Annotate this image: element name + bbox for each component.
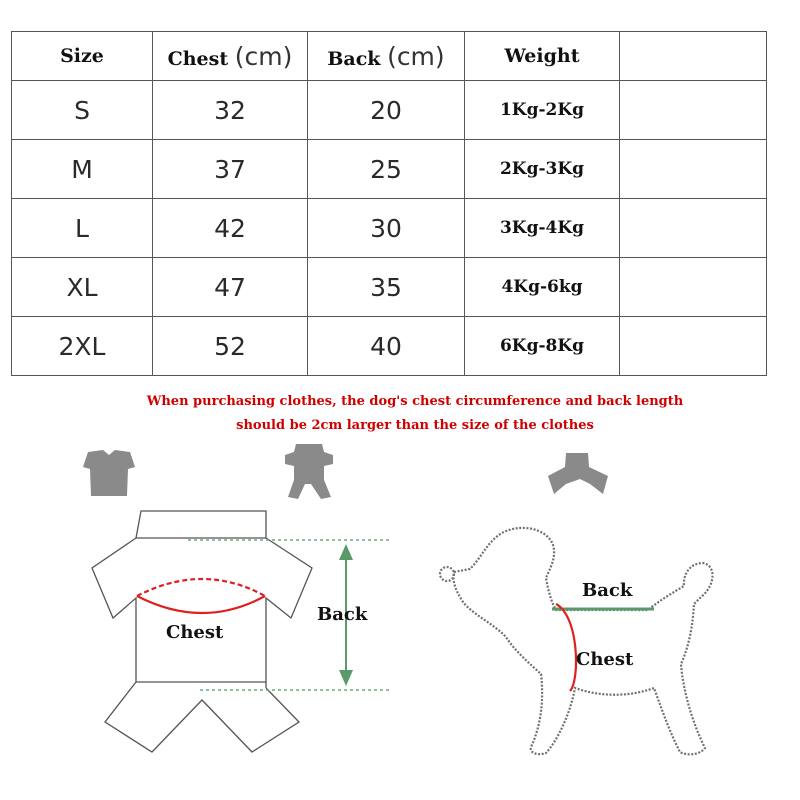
garment-chest-back-line (137, 579, 265, 596)
garment-chest-front-line (137, 596, 265, 613)
dog-chest-label: Chest (576, 649, 634, 670)
garment-chest-label: Chest (166, 622, 224, 643)
cell-chest: 37 (153, 140, 308, 199)
sizing-note-line-1: When purchasing clothes, the dog's chest circumference and back length (146, 394, 684, 409)
header-chest: Chest (cm) (153, 32, 308, 81)
cell-weight: 1Kg-2Kg (465, 81, 620, 140)
garment-back-label: Back (317, 604, 368, 625)
cell-size: M (12, 140, 153, 199)
cell-size: 2XL (12, 317, 153, 376)
cell-chest: 52 (153, 317, 308, 376)
shirt-icon (83, 450, 135, 496)
cell-size: L (12, 199, 153, 258)
dog-outline (440, 528, 713, 754)
cell-weight: 6Kg-8Kg (465, 317, 620, 376)
header-weight: Weight (465, 32, 620, 81)
cell-weight: 2Kg-3Kg (465, 140, 620, 199)
cell-weight: 4Kg-6kg (465, 258, 620, 317)
sizing-note-line-2: should be 2cm larger than the size of the clothes (236, 418, 594, 433)
cell-size: S (12, 81, 153, 140)
cell-size: XL (12, 258, 153, 317)
cell-back: 30 (308, 199, 465, 258)
cell-chest: 47 (153, 258, 308, 317)
cell-back: 40 (308, 317, 465, 376)
cell-back: 35 (308, 258, 465, 317)
cell-back: 20 (308, 81, 465, 140)
harness-icon (548, 453, 608, 494)
cell-chest: 42 (153, 199, 308, 258)
garment-body-icon (285, 444, 333, 499)
header-back: Back (cm) (308, 32, 465, 81)
cell-weight: 3Kg-4Kg (465, 199, 620, 258)
cell-back: 25 (308, 140, 465, 199)
cell-chest: 32 (153, 81, 308, 140)
dog-back-label: Back (582, 580, 633, 601)
dog-chest-line (556, 604, 576, 691)
header-size: Size (12, 32, 153, 81)
